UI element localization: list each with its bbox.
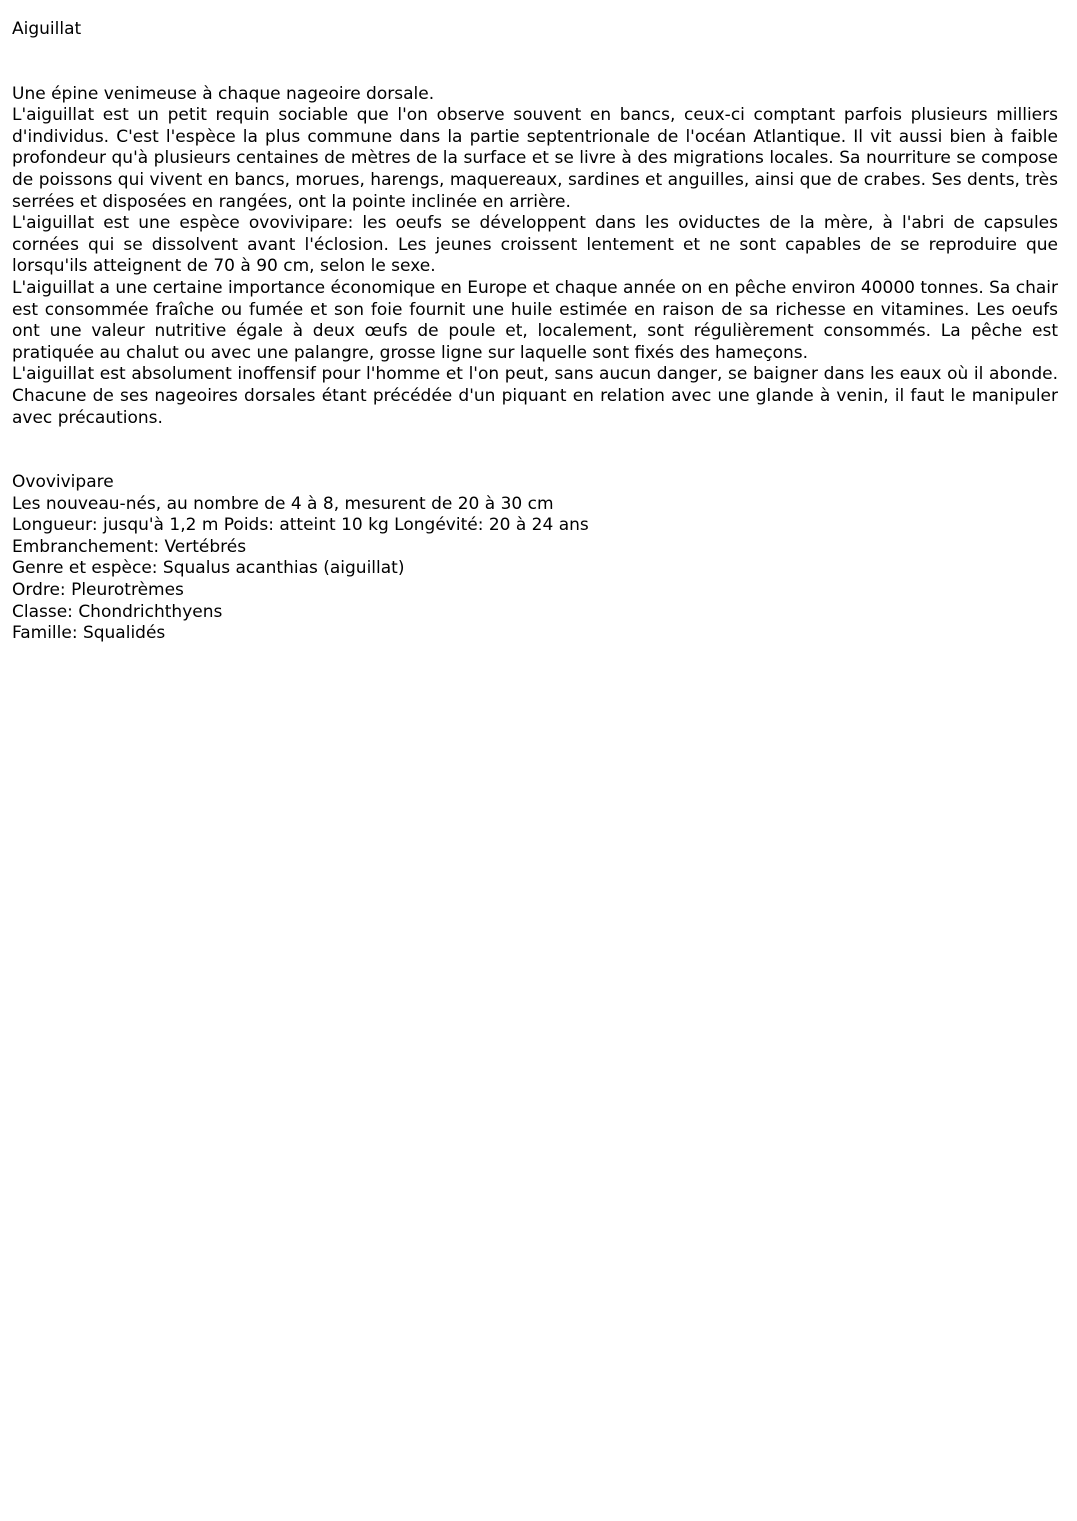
- document-title: Aiguillat: [12, 19, 82, 39]
- reproduction-paragraph: L'aiguillat est une espèce ovovivipare: les oeufs se développent dans les oviductes de la mère, à l'abri de capsules cornées qui se dissolvent avant l'éclosion. Les jeunes croissent lentement et ne sont capables de se reproduire que lorsqu'ils atteignent de 70 à 90 cm, selon le sexe.: [12, 213, 1058, 277]
- fact-phylum: Embranchement: Vertébrés: [12, 536, 247, 557]
- fact-newborns: Les nouveau-nés, au nombre de 4 à 8, mesurent de 20 à 30 cm: [12, 493, 554, 514]
- safety-paragraph: L'aiguillat est absolument inoffensif pour l'homme et l'on peut, sans aucun danger, se baigner dans les eaux où il abonde. Chacune de ses nageoires dorsales étant précédée d'un piquant en relation avec une glande à venin, il faut le manipuler avec précautions.: [12, 364, 1058, 428]
- fact-class: Classe: Chondrichthyens: [12, 601, 223, 622]
- habitat-paragraph: L'aiguillat est un petit requin sociable que l'on observe souvent en bancs, ceux-ci comptant parfois plusieurs milliers d'individus. C'est l'espèce la plus commune dans la partie septentrionale de l'océan Atlantique. Il vit aussi bien à faible profondeur qu'à plusieurs centaines de mètres de la surface et se livre à des migrations locales. Sa nourriture se compose de poissons qui vivent en bancs, morues, harengs, maquereaux, sardines et anguilles, ainsi que de crabes. Ses dents, très serrées et disposées en rangées, ont la pointe inclinée en arrière.: [12, 105, 1058, 212]
- document-body: [12, 84, 1058, 430]
- intro-paragraph: Une épine venimeuse à chaque nageoire dorsale.: [12, 83, 435, 104]
- fact-order: Ordre: Pleurotrèmes: [12, 580, 184, 601]
- fact-size-weight-lifespan: Longueur: jusqu'à 1,2 m Poids: atteint 10 kg Longévité: 20 à 24 ans: [12, 515, 589, 536]
- fact-reproduction-mode: Ovovivipare: [12, 472, 114, 493]
- fact-genus-species: Genre et espèce: Squalus acanthias (aiguillat): [12, 558, 405, 579]
- facts-list: [12, 472, 1058, 645]
- economy-paragraph: L'aiguillat a une certaine importance économique en Europe et chaque année on en pêche environ 40000 tonnes. Sa chair est consommée fraîche ou fumée et son foie fournit une huile estimée en raison de sa richesse en vitamines. Les oeufs ont une valeur nutritive égale à deux œufs de poule et, localement, sont régulièrement consommés. La pêche est pratiquée au chalut ou avec une palangre, grosse ligne sur laquelle sont fixés des hameçons.: [12, 277, 1058, 363]
- fact-family: Famille: Squalidés: [12, 623, 166, 644]
